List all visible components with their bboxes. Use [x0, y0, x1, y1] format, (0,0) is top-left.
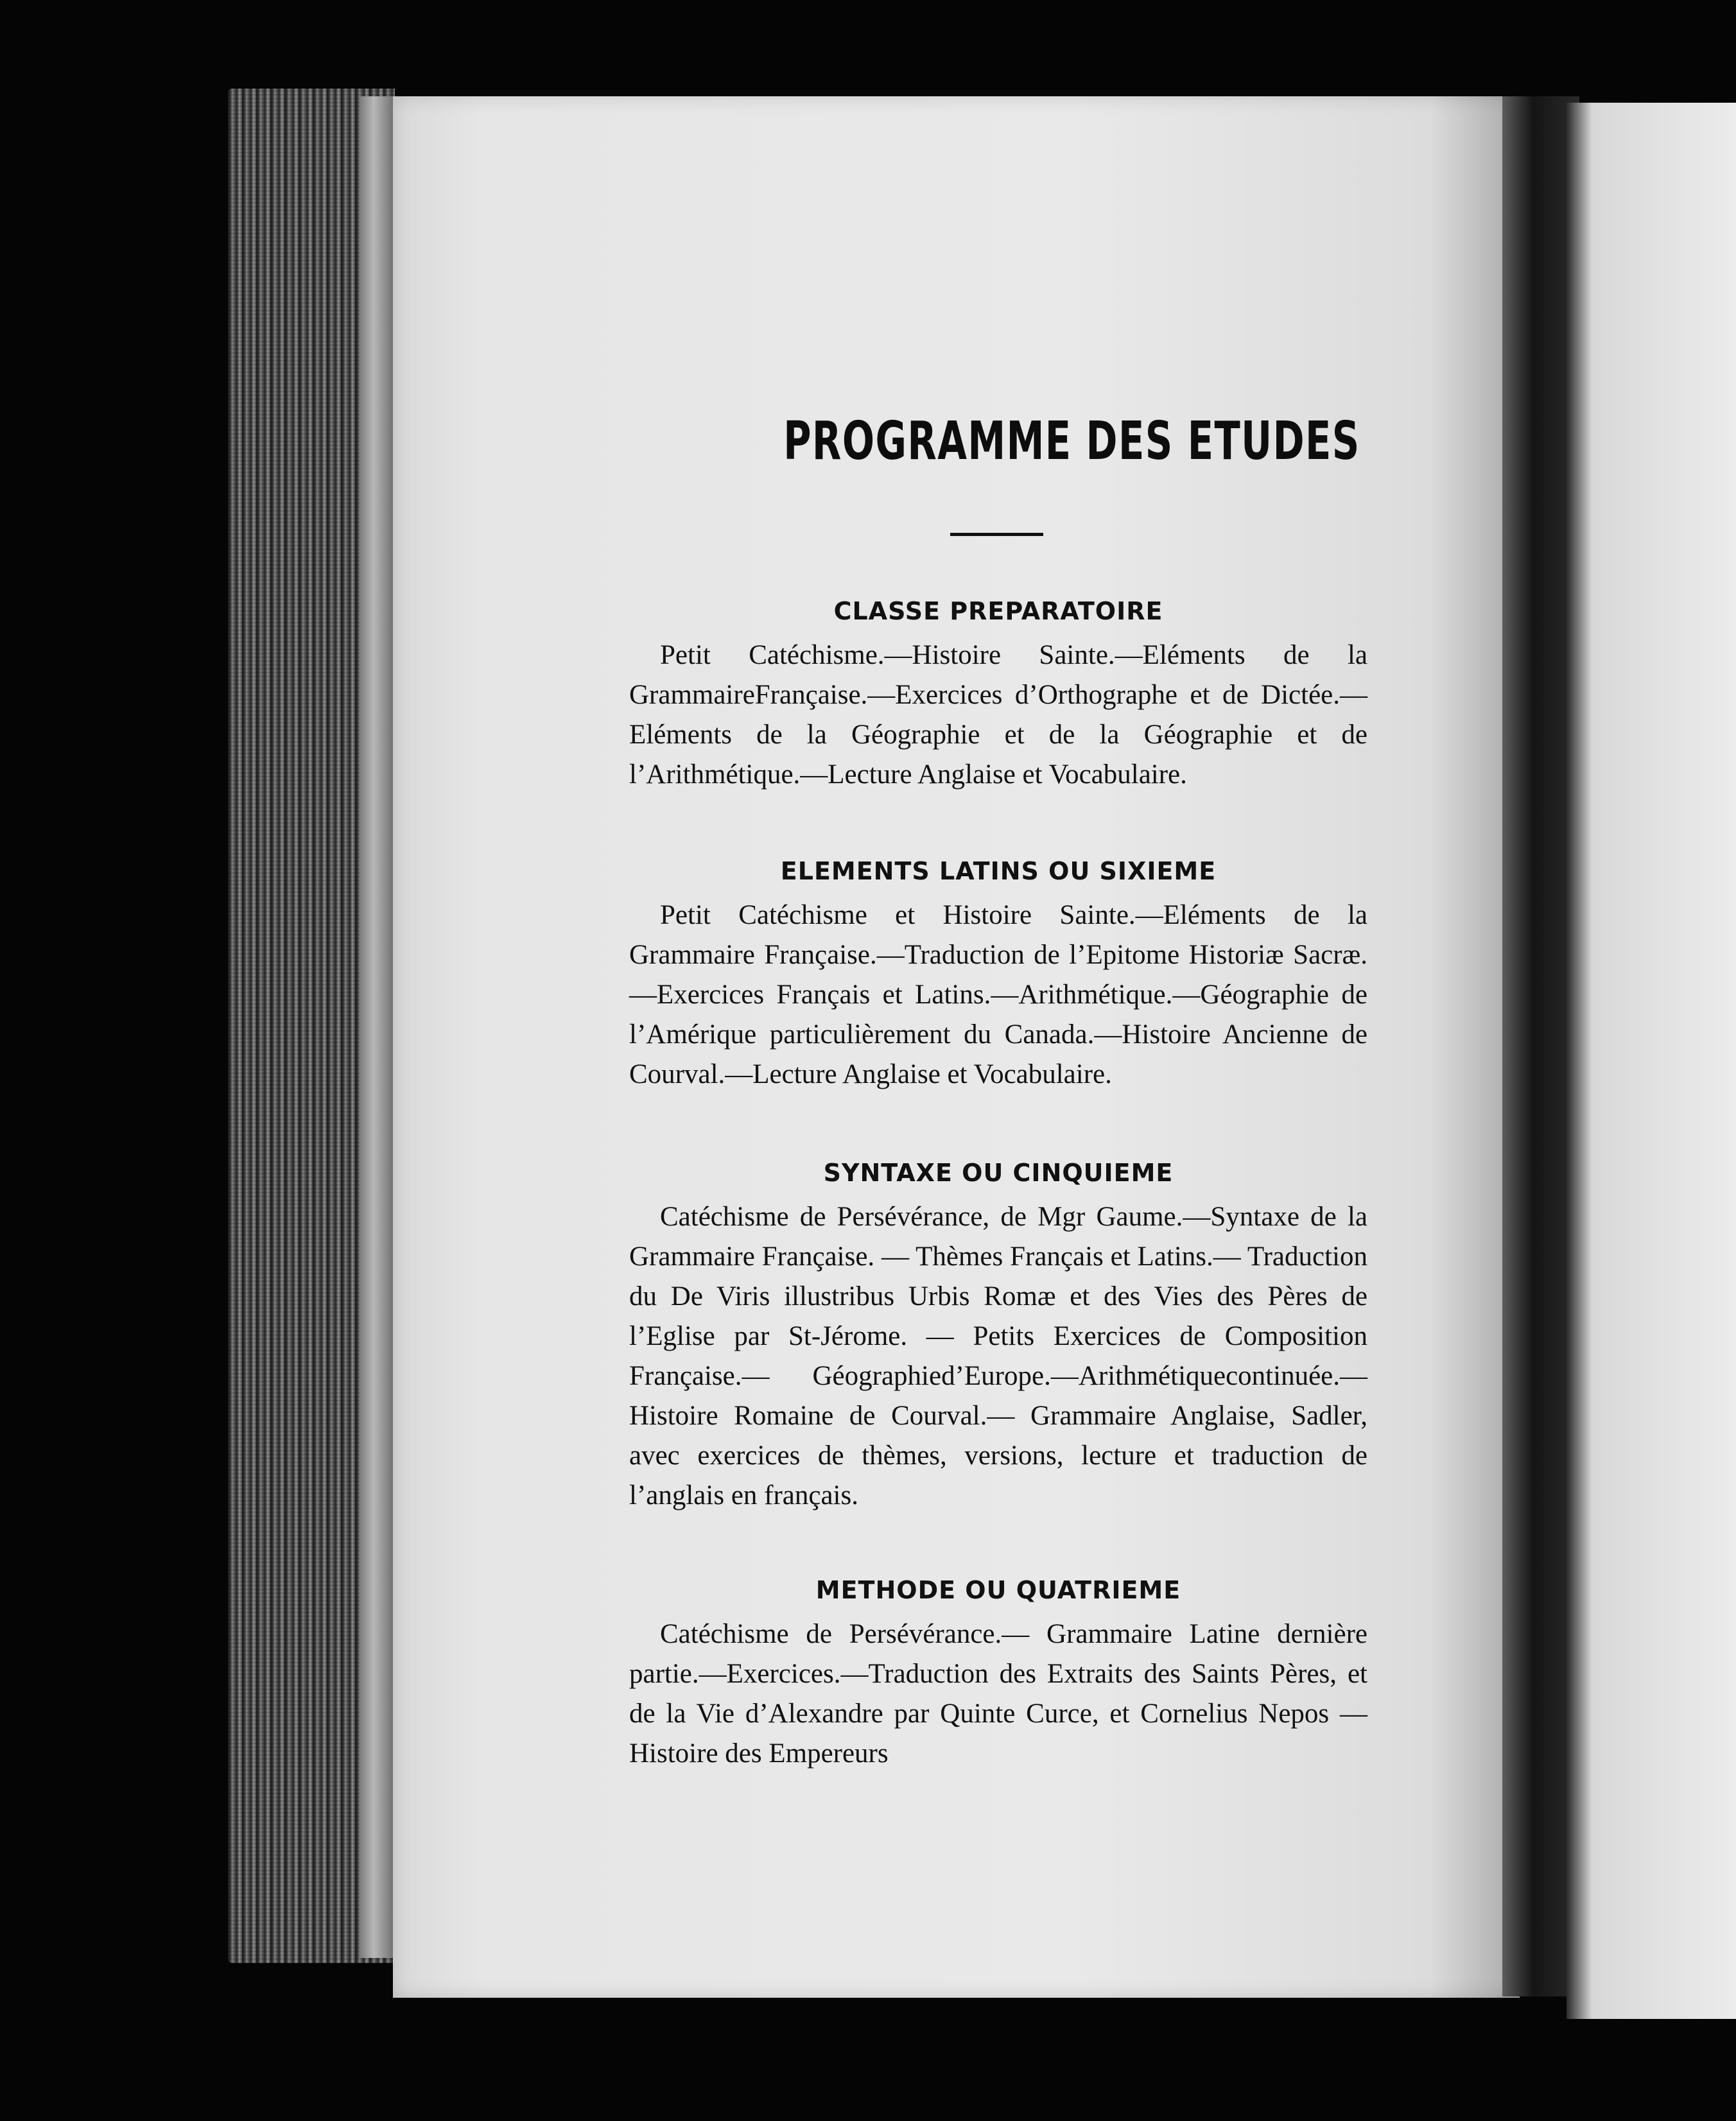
section-body: Catéchisme de Persévérance.— Grammaire Latine dernière partie.—Exercices.—Traduction des Extraits des Saints Pères, et de la Vie d’Alexandre par Quinte Curce, et Cornelius Nepos — Histoire des Empereurs: [629, 1619, 1367, 1769]
section-body: Petit Catéchisme et Histoire Sainte.—Eléments de la Grammaire Française.—Traduction de l’Epitome Historiæ Sacræ.—Exercices Français et Latins.—Arithmétique.—Géographie de l’Amérique particulièrement du Canada.—Histoire Ancienne de Courval.—Lecture Anglaise et Vocabulaire.: [629, 900, 1367, 1089]
section-classe-preparatoire: [629, 597, 1367, 795]
section-elements-latins: [629, 857, 1367, 1095]
title-divider: [950, 533, 1043, 536]
section-body: Catéchisme de Persévérance, de Mgr Gaume.—Syntaxe de la Grammaire Française. — Thèmes Français et Latins.— Traduction du De Viris illustribus Urbis Romæ et des Vies des Pères de l’Eglise par St-Jérome. — Petits Exercices de Composition Française.— Géographied’Europe.—Arithmétiquecontinuée.—Histoire Romaine de Courval.— Grammaire Anglaise, Sadler, avec exercices de thèmes, versions, lecture et traduction de l’anglais en français.: [629, 1202, 1367, 1511]
section-syntaxe: [629, 1159, 1367, 1516]
book-binding-strip: [360, 96, 395, 1958]
page-title: PROGRAMME DES ETUDES: [783, 411, 1360, 472]
section-methode: [629, 1576, 1367, 1774]
section-body: Petit Catéchisme.—Histoire Sainte.—Eléments de la GrammaireFrançaise.—Exercices d’Orthographe et de Dictée.—Eléments de la Géographie et de la Géographie et de l’Arithmétique.—Lecture Anglaise et Vocabulaire.: [629, 640, 1367, 790]
section-heading: METHODE OU QUATRIEME: [815, 1576, 1181, 1604]
section-heading: CLASSE PREPARATOIRE: [833, 597, 1163, 625]
section-heading: ELEMENTS LATINS OU SIXIEME: [780, 857, 1217, 885]
book-page-right: [1567, 103, 1736, 2019]
section-heading: SYNTAXE OU CINQUIEME: [823, 1159, 1174, 1187]
